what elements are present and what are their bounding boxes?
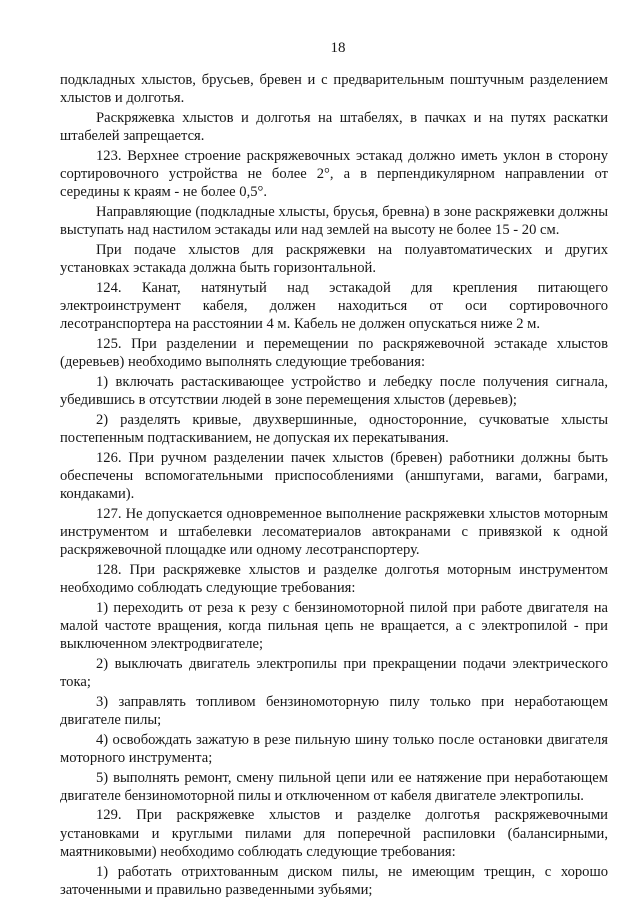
paragraph: 129. При раскряжевке хлыстов и разделке долготья раскряжевочными установками и круглыми пилами для поперечной распиловки (балансирными, маятниковыми) необходимо соблюдать следующие требования: xyxy=(60,807,608,860)
document-body xyxy=(60,71,608,899)
paragraph: Направляющие (подкладные хлысты, брусья, бревна) в зоне раскряжевки должны выступать над настилом эстакады или над землей на высоту не более 15 - 20 см. xyxy=(60,203,608,239)
paragraph: 127. Не допускается одновременное выполнение раскряжевки хлыстов моторным инструментом и штабелевки лесоматериалов автокранами с привязкой к одной раскряжевочной площадке или одному лесотранспортеру. xyxy=(60,505,608,559)
paragraph: 3) заправлять топливом бензиномоторную пилу только при неработающем двигателе пилы; xyxy=(60,693,608,728)
paragraph: 1) включать растаскивающее устройство и лебедку после получения сигнала, убедившись в отсутствии людей в зоне перемещения хлыстов (деревьев); xyxy=(60,373,608,408)
paragraph: 2) выключать двигатель электропилы при прекращении подачи электрического тока; xyxy=(60,655,608,690)
paragraph: 2) разделять кривые, двухвершинные, односторонние, сучковатые хлысты постепенным подтаскиванием, не допуская их перекатывания. xyxy=(60,411,608,446)
paragraph: 124. Канат, натянутый над эстакадой для крепления питающего электроинструмент кабеля, должен находиться от оси сортировочного лесотранспортера на расстоянии 4 м. Кабель не должен опускаться ниже 2 м. xyxy=(60,279,608,333)
paragraph: 1) работать отрихтованным диском пилы, не имеющим трещин, с хорошо заточенными и правильно разведенными зубьями; xyxy=(60,863,608,898)
paragraph: 126. При ручном разделении пачек хлыстов (бревен) работники должны быть обеспечены вспомогательными приспособлениями (аншпугами, вагами, баграми, кондаками). xyxy=(60,449,608,502)
page-number: 18 xyxy=(330,40,346,56)
paragraph: При подаче хлыстов для раскряжевки на полуавтоматических и других установках эстакада должна быть горизонтальной. xyxy=(60,241,608,277)
paragraph: подкладных хлыстов, брусьев, бревен и с предварительным поштучным разделением хлыстов и долготья. xyxy=(60,72,608,107)
paragraph: 5) выполнять ремонт, смену пильной цепи или ее натяжение при неработающем двигателе бензиномоторной пилы и отключенном от кабеля двигателе электропилы. xyxy=(60,769,608,804)
paragraph: 128. При раскряжевке хлыстов и разделке долготья моторным инструментом необходимо соблюдать следующие требования: xyxy=(60,561,608,596)
paragraph: 1) переходить от реза к резу с бензиномоторной пилой при работе двигателя на малой частоте вращения, когда пильная цепь не вращается, а с электропилой - при выключенном электродвигателе; xyxy=(60,599,608,653)
paragraph: 4) освобождать зажатую в резе пильную шину только после остановки двигателя моторного инструмента; xyxy=(60,731,608,766)
paragraph: 125. При разделении и перемещении по раскряжевочной эстакаде хлыстов (деревьев) необходимо выполнять следующие требования: xyxy=(60,335,608,371)
paragraph: 123. Верхнее строение раскряжевочных эстакад должно иметь уклон в сторону сортировочного устройства не более 2°, а в перпендикулярном направлении от середины к краям - не более 0,5°. xyxy=(60,147,608,201)
paragraph: Раскряжевка хлыстов и долготья на штабелях, в пачках и на путях раскатки штабелей запрещается. xyxy=(60,109,608,145)
